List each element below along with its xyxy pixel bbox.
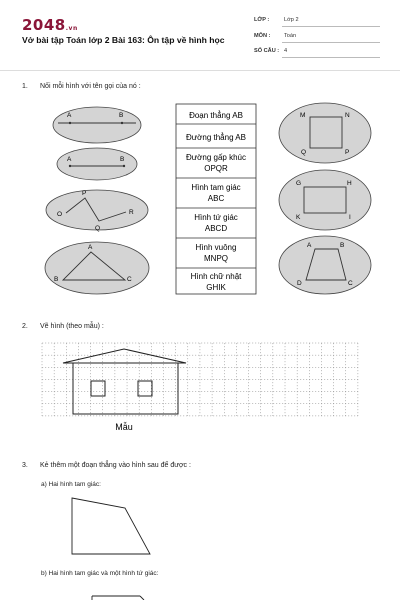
name-cell: ABCD (204, 224, 228, 233)
point-label: P (345, 149, 350, 156)
name-cell: Đường gấp khúc (186, 153, 246, 162)
page-title: Vở bài tập Toán lớp 2 Bài 163: Ôn tập về hình học (22, 35, 225, 45)
point-label: P (82, 190, 87, 197)
point-label: C (127, 276, 132, 283)
name-cell: Hình chữ nhật (190, 272, 242, 281)
point-label: B (119, 112, 124, 119)
point-label: O (57, 211, 63, 218)
question-number: 1. (22, 83, 28, 90)
point-label: H (347, 180, 352, 187)
name-cell: ABC (207, 194, 225, 203)
point-label: A (307, 242, 312, 249)
question-number: 2. (22, 323, 28, 330)
point-label: D (297, 280, 302, 287)
question-3b: b) Hai hình tam giác và một hình tứ giác: (41, 570, 159, 577)
name-cell: GHIK (206, 283, 226, 292)
meta-count-value: 4 (284, 48, 288, 54)
name-cell: Đoạn thẳng AB (189, 111, 243, 120)
question-text: Kẻ thêm một đoạn thẳng vào hình sau để được : (40, 462, 191, 469)
name-cell: Hình vuông (195, 243, 237, 252)
point-label: A (88, 244, 93, 251)
name-cell: Hình tứ giác (194, 213, 238, 222)
point-label: R (129, 209, 134, 216)
meta-class-label: LỚP : (254, 17, 270, 23)
point-label: A (67, 156, 72, 163)
point-label: Q (95, 225, 101, 232)
point-label: B (120, 156, 125, 163)
question-text: Vẽ hình (theo mẫu) : (40, 323, 104, 330)
meta-subject-value: Toán (284, 33, 297, 39)
meta-count-label: SỐ CÂU : (254, 48, 280, 54)
meta-class-value: Lớp 2 (284, 17, 299, 23)
name-cell: OPQR (204, 164, 228, 173)
name-cell: MNPQ (204, 254, 228, 263)
point-label: B (340, 242, 345, 249)
point-label: Q (301, 149, 307, 156)
question-3a: a) Hai hình tam giác: (41, 481, 101, 488)
model-caption: Mẫu (115, 422, 133, 432)
trapezoid-figure-a (72, 498, 150, 554)
name-cell: Hình tam giác (191, 183, 241, 192)
point-label: M (300, 112, 306, 119)
figure-b-edge (140, 596, 144, 600)
logo-text: 2048 (22, 16, 66, 34)
point-label: A (67, 112, 72, 119)
question-text: Nối mỗi hình với tên gọi của nó : (40, 83, 141, 90)
question-number: 3. (22, 462, 28, 469)
point-label: N (345, 112, 350, 119)
point-label: G (296, 180, 302, 187)
meta-subject-label: MÔN : (254, 33, 271, 39)
name-cell: Đường thẳng AB (186, 133, 246, 142)
point-label: B (54, 276, 59, 283)
logo-suffix: .vn (65, 25, 78, 32)
point-label: K (296, 214, 301, 221)
point-label: I (349, 214, 351, 221)
point-label: C (348, 280, 353, 287)
